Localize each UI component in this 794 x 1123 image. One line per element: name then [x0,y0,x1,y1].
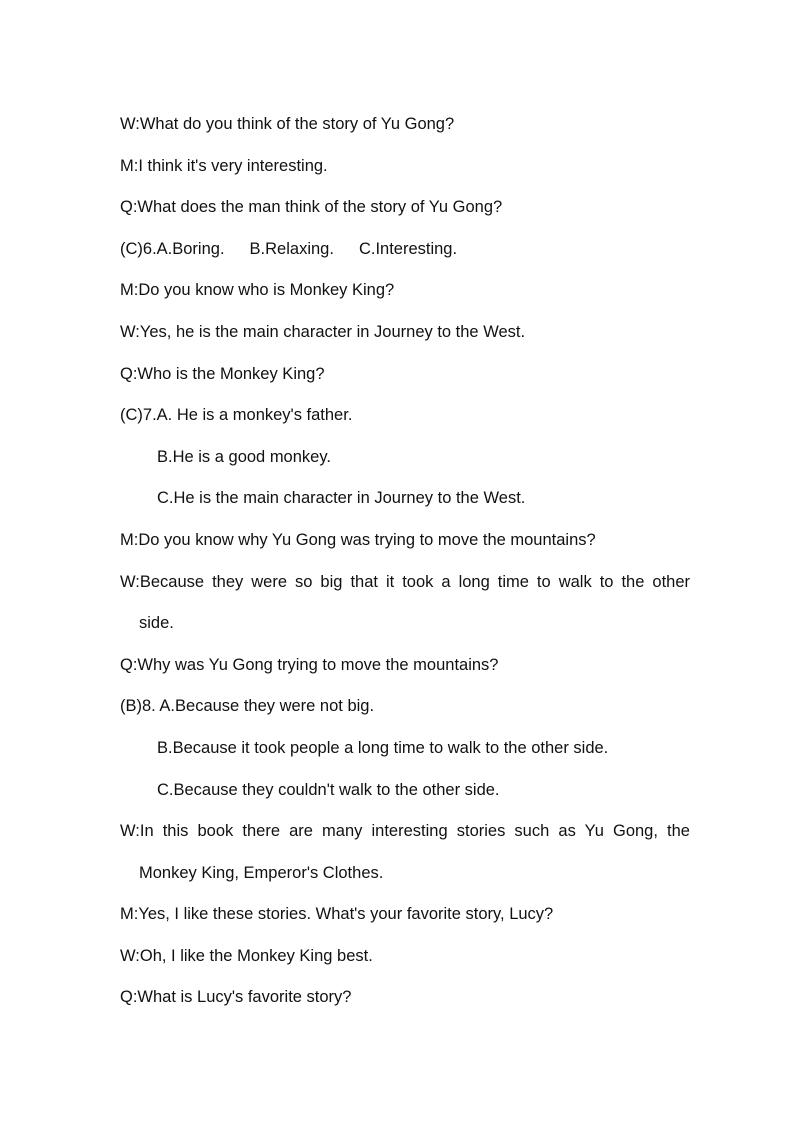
question-line-9: Q:What is Lucy's favorite story? [120,988,352,1007]
option-8c: C.Because they couldn't walk to the other side. [157,780,500,799]
option-6a: (C)6.A.Boring. [120,239,225,258]
option-6b: B.Relaxing. [249,239,334,258]
dialogue-line-1: W:What do you think of the story of Yu Gong? [120,115,455,133]
option-7c: C.He is the main character in Journey to the West. [157,489,526,508]
dialogue-line-6-continued: side. [139,614,174,633]
dialogue-line-5: M:Do you know why Yu Gong was trying to move the mountains? [120,530,596,549]
question-line-6: Q:What does the man think of the story of Yu Gong? [120,198,503,217]
answer-options-6 [120,229,690,271]
dialogue-line-4: W:Yes, he is the main character in Journey to the West. [120,322,526,341]
question-line-8: Q:Why was Yu Gong trying to move the mountains? [120,655,499,674]
dialogue-line-7: W:In this book there are many interesting stories such as Yu Gong, the [120,822,690,841]
option-7b: B.He is a good monkey. [157,447,331,466]
dialogue-line-8: M:Yes, I like these stories. What's your favorite story, Lucy? [120,905,554,924]
option-8a: (B)8. A.Because they were not big. [120,697,375,716]
listening-script [120,104,690,1019]
dialogue-line-9: W:Oh, I like the Monkey King best. [120,946,373,965]
option-6c: C.Interesting. [358,239,458,258]
option-8b: B.Because it took people a long time to walk to the other side. [157,738,609,757]
dialogue-line-2: M:I think it's very interesting. [120,156,328,175]
dialogue-line-3: M:Do you know who is Monkey King? [120,281,395,300]
question-line-7: Q:Who is the Monkey King? [120,364,325,383]
option-7a: (C)7.A. He is a monkey's father. [120,406,353,425]
dialogue-line-7-continued: Monkey King, Emperor's Clothes. [139,863,384,882]
dialogue-line-6: W:Because they were so big that it took a long time to walk to the other [120,572,690,591]
